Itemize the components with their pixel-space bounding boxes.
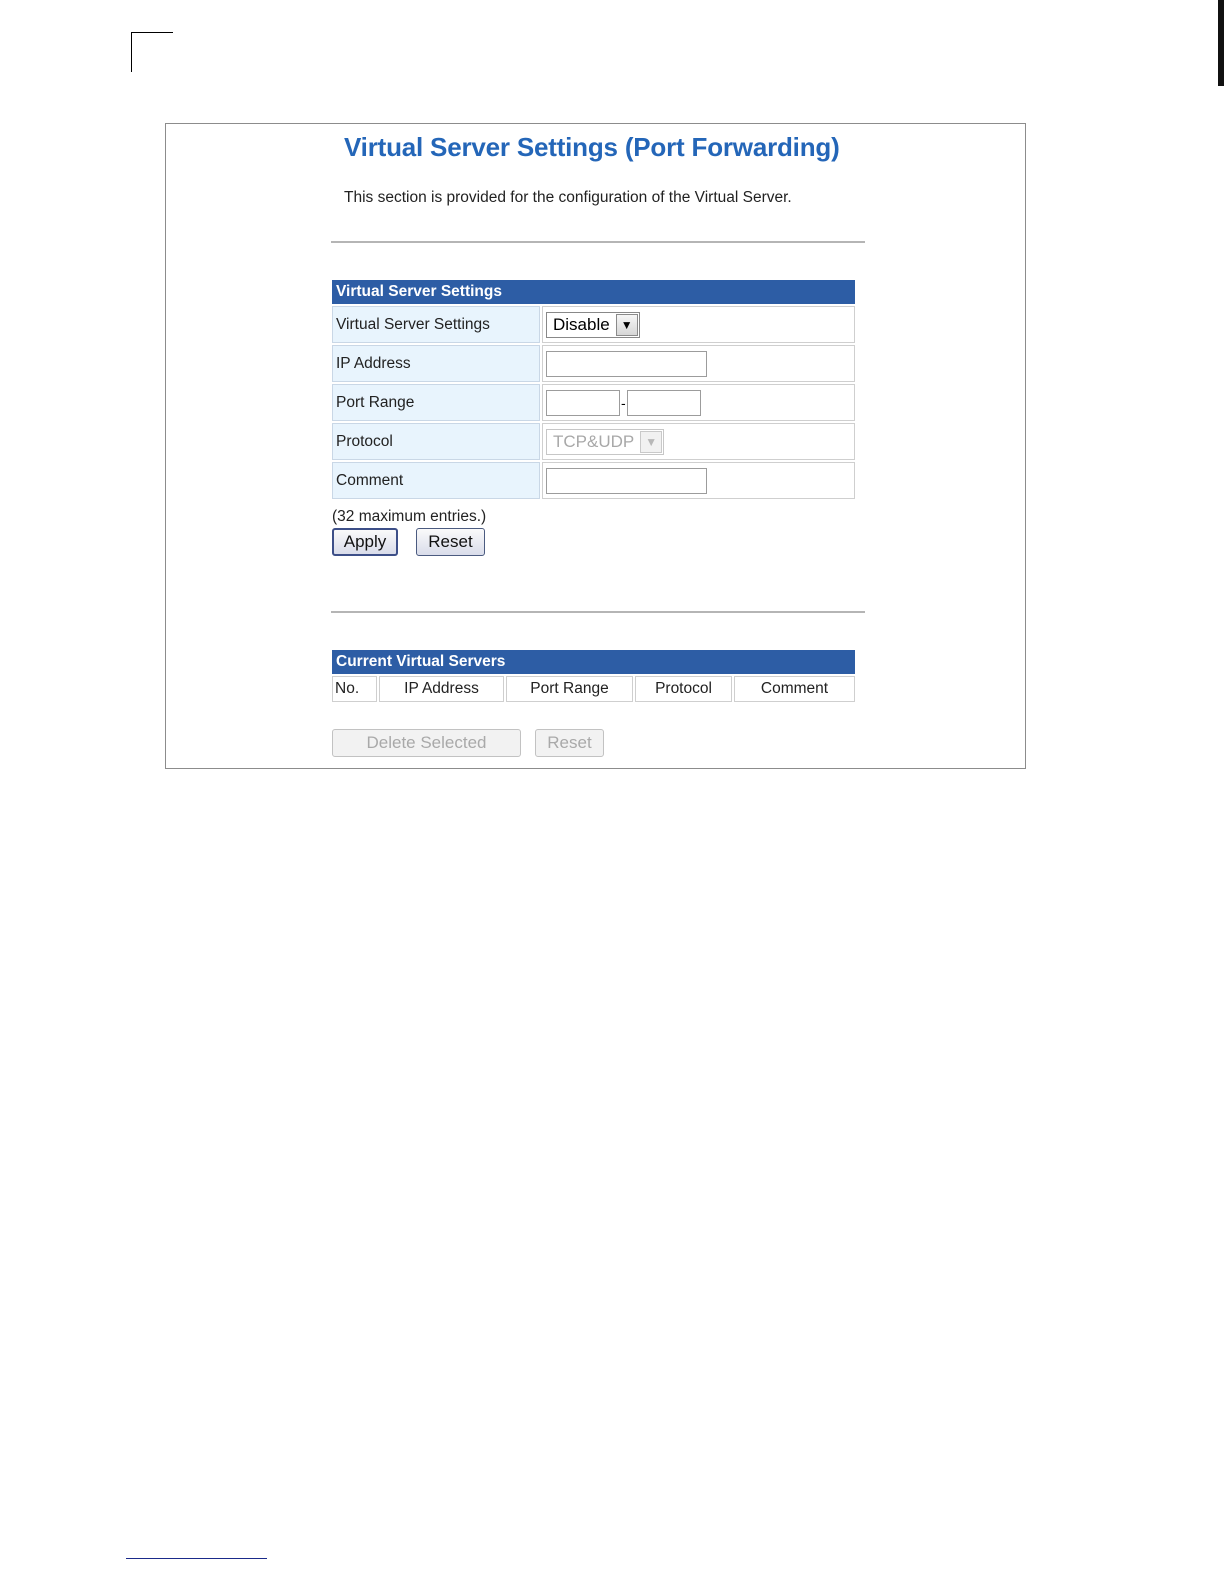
page-edge-bar: [1218, 0, 1224, 86]
max-entries-note: (32 maximum entries.): [332, 508, 487, 525]
chevron-down-icon[interactable]: ▼: [640, 431, 662, 453]
ip-address-label: IP Address: [332, 345, 540, 382]
comment-input[interactable]: [546, 468, 707, 494]
enable-select-value: Disable: [553, 314, 610, 334]
page-description: This section is provided for the configuration of the Virtual Server.: [344, 189, 792, 206]
port-range-label: Port Range: [332, 384, 540, 421]
settings-table-header: Virtual Server Settings: [332, 280, 855, 304]
protocol-label: Protocol: [332, 423, 540, 460]
crop-mark: [131, 32, 173, 72]
column-header-comment: Comment: [734, 676, 855, 702]
comment-label: Comment: [332, 462, 540, 499]
apply-button[interactable]: Apply: [332, 528, 398, 556]
divider-top: [331, 241, 865, 243]
column-header-port-range: Port Range: [506, 676, 633, 702]
column-header-ip-address: IP Address: [379, 676, 504, 702]
current-reset-button[interactable]: Reset: [535, 729, 604, 757]
ip-address-input[interactable]: [546, 351, 707, 377]
chevron-down-icon[interactable]: ▼: [616, 314, 638, 336]
protocol-select-value: TCP&UDP: [553, 431, 635, 451]
port-range-separator: -: [621, 394, 626, 411]
port-range-from-input[interactable]: [546, 390, 620, 416]
virtual-server-settings-table: [330, 278, 857, 501]
settings-row-protocol: [332, 423, 855, 460]
current-virtual-servers-table: [330, 648, 857, 704]
current-table-header: Current Virtual Servers: [332, 650, 855, 674]
protocol-select[interactable]: [546, 429, 664, 455]
settings-row-enable: [332, 306, 855, 343]
footer-rule: [126, 1558, 267, 1559]
reset-button[interactable]: Reset: [416, 528, 485, 556]
column-header-protocol: Protocol: [635, 676, 732, 702]
delete-selected-button[interactable]: Delete Selected: [332, 729, 521, 757]
virtual-server-enable-select[interactable]: [546, 312, 640, 338]
column-header-no: No.: [332, 676, 377, 702]
page-title: Virtual Server Settings (Port Forwarding): [344, 132, 840, 162]
port-range-to-input[interactable]: [627, 390, 701, 416]
settings-row-ip: [332, 345, 855, 382]
divider-bottom: [331, 611, 865, 613]
settings-row-port-range: [332, 384, 855, 421]
current-table-column-row: [332, 676, 855, 702]
settings-row-comment: [332, 462, 855, 499]
enable-label: Virtual Server Settings: [332, 306, 540, 343]
